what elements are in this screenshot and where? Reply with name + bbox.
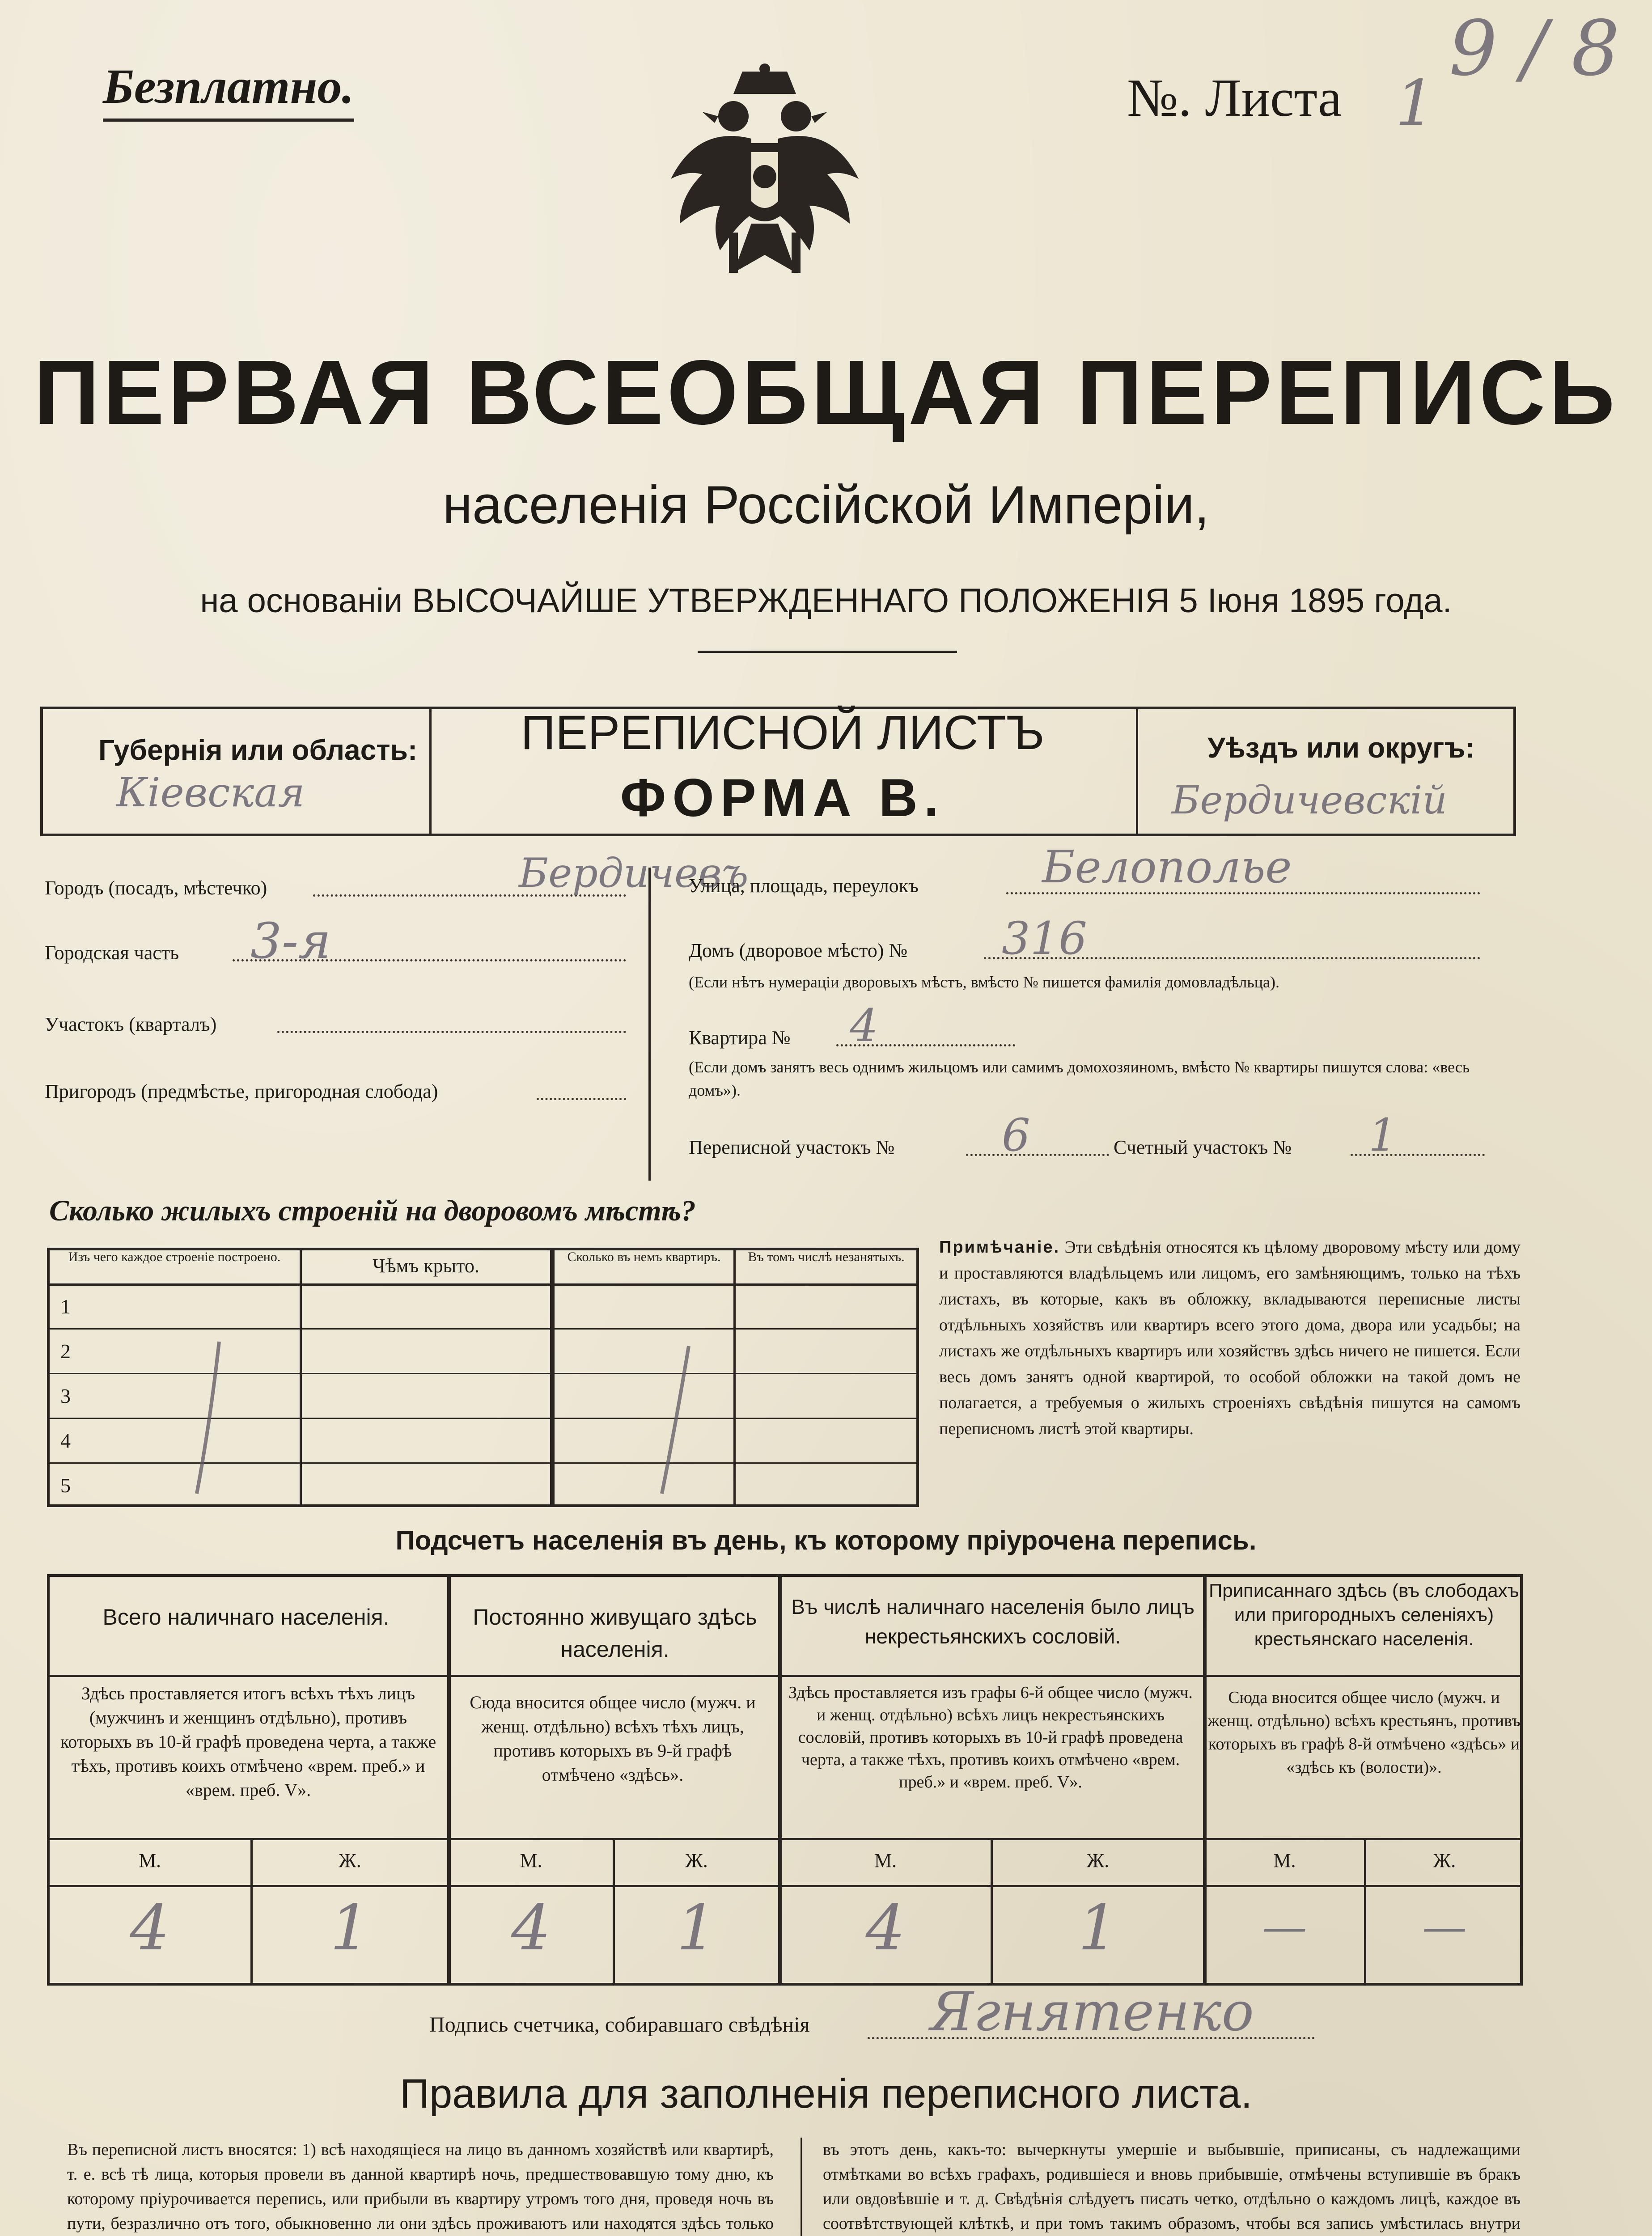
- buildings-row-4: 4: [60, 1429, 71, 1452]
- buildings-note-label: Примѣчаніе.: [939, 1238, 1060, 1257]
- buildings-row-line-1: [47, 1328, 919, 1330]
- buildings-row-5: 5: [60, 1474, 71, 1497]
- buildings-note-text: Эти свѣдѣнія относятся къ цѣлому дворовому мѣсту или дому и проставляются владѣльцемъ или лицомъ, его замѣняющимъ, только на тѣхъ листахъ, въ которые, какъ въ обложку, вкладываются переписные листы отдѣльныхъ хозяйствъ или квартиръ всего этого дома, двора или усадьбы; на листахъ же отдѣльныхъ квартиръ или хозяйствъ здѣсь ничего не пишется. Если весь домъ занятъ одной квартирой, то особой обложки на такой домъ не полагается, а требуемыя о жилыхъ строеніяхъ свѣдѣнія пишутся на самомъ переписномъ листѣ этой квартиры.: [939, 1238, 1521, 1438]
- district-line: [277, 1031, 626, 1033]
- population-title: Подсчетъ населенія въ день, къ которому пріурочена перепись.: [395, 1525, 1257, 1555]
- count-plot-label: Счетный участокъ №: [1114, 1136, 1292, 1158]
- title-divider: [698, 651, 957, 653]
- population-col-1-m-value: 4: [130, 1892, 170, 1965]
- suburb-label: Пригородъ (предмѣстье, пригородная слобода): [45, 1080, 438, 1102]
- rules-right-text: въ этотъ день, какъ-то: вычеркнуты умершіе и выбывшіе, приписаны, съ надлежащими отмѣтками во всѣхъ графахъ, родившіеся и вновь прибывшіе, отмѣчены вступившіе въ бракъ или овдовѣвшіе и т. д. Свѣдѣнія слѣдуетъ писать четко, отдѣльно о каждомъ лицѣ, каждое въ соотвѣтствующей клѣткѣ, и при томъ такимъ образомъ, чтобы вся запись умѣстилась внутри: [823, 2140, 1521, 2233]
- buildings-row-1: 1: [60, 1295, 71, 1318]
- buildings-header-line: [47, 1283, 919, 1286]
- count-plot-hand: 1: [1368, 1109, 1397, 1161]
- population-mf-line: [47, 1885, 1523, 1887]
- buildings-col-roof: Чѣмъ крыто.: [373, 1255, 479, 1277]
- uezd-hand: Бердичевскій: [1172, 778, 1447, 823]
- buildings-col-unoccupied: Въ томъ числѣ незанятыхъ.: [748, 1249, 905, 1264]
- population-col-4-m-value: —: [1262, 1901, 1307, 1953]
- population-col-2-desc: Сюда вносится общее число (мужч. и женщ. отдѣльно) всѣхъ тѣхъ лицъ, противъ которыхъ въ 9-й графѣ отмѣчено «здѣсь».: [470, 1692, 756, 1785]
- corner-hand-number: 9 / 8: [1449, 4, 1620, 93]
- district-label: Участокъ (кварталъ): [45, 1013, 217, 1035]
- population-col-3-m-label: М.: [874, 1850, 897, 1872]
- population-col-2-m-value: 4: [511, 1892, 551, 1965]
- signature-hand: Ягнятенко: [930, 1981, 1254, 2043]
- population-col-4-desc: Сюда вносится общее число (мужч. и женщ. отдѣльно) всѣхъ крестьянъ, противъ которыхъ въ графѣ 8-й отмѣчено «здѣсь» и «здѣсь къ (волости)».: [1207, 1688, 1521, 1777]
- double-headed-eagle-icon: [662, 63, 868, 313]
- uezd-label: Уѣздъ или округъ:: [1207, 732, 1475, 764]
- city-part-label: Городская часть: [45, 942, 179, 964]
- census-plot-label: Переписной участокъ №: [689, 1136, 895, 1158]
- suburb-line: [537, 1098, 626, 1100]
- form-name: ФОРМА В.: [620, 768, 945, 828]
- apartment-hand: 4: [850, 999, 878, 1052]
- population-col-3-f-label: Ж.: [1086, 1850, 1110, 1872]
- population-col-2-f-label: Ж.: [685, 1850, 708, 1872]
- sheet-title: ПЕРЕПИСНОЙ ЛИСТЪ: [521, 705, 1045, 759]
- city-part-hand: 3-я: [250, 912, 331, 970]
- buildings-row-3: 3: [60, 1385, 71, 1407]
- gubernia-label: Губернія или область:: [98, 734, 418, 766]
- population-col-1-f-value: 1: [330, 1892, 370, 1965]
- buildings-col-apartments: Сколько въ немъ квартиръ.: [567, 1249, 721, 1264]
- population-col-1-f-label: Ж.: [339, 1850, 361, 1872]
- sheet-number-hand: 1: [1395, 67, 1436, 140]
- city-label: Городъ (посадъ, мѣстечко): [45, 877, 267, 899]
- population-col-2-f-value: 1: [676, 1892, 717, 1965]
- buildings-row-2: 2: [60, 1340, 71, 1363]
- title-basis: на основаніи ВЫСОЧАЙШЕ УТВЕРЖДЕННАГО ПОЛОЖЕНІЯ 5 Іюня 1895 года.: [200, 582, 1452, 620]
- population-col-2-m-label: М.: [520, 1850, 542, 1872]
- buildings-note: [939, 1234, 1521, 1442]
- population-col-3-desc: Здѣсь проставляется изъ графы 6-й общее число (мужч. и женщ. отдѣльно) всѣхъ лицъ некрестьянскихъ сословій, противъ которыхъ въ 10-й графѣ проведена черта, а также тѣхъ, противъ коихъ отмѣчено «врем. преб.» и «врем. преб. V».: [788, 1683, 1193, 1791]
- address-divider: [648, 868, 651, 1181]
- buildings-strike-marks: [170, 1333, 751, 1503]
- population-col-4-head: Приписаннаго здѣсь (въ слободахъ или пригородныхъ селеніяхъ) крестьянскаго населенія.: [1209, 1580, 1519, 1649]
- street-hand: Белополье: [1042, 841, 1292, 893]
- buildings-question: Сколько жилыхъ строеній на дворовомъ мѣстѣ?: [49, 1194, 696, 1227]
- house-label: Домъ (дворовое мѣсто) №: [689, 940, 908, 961]
- rules-title: Правила для заполненія переписного листа.: [399, 2071, 1253, 2117]
- signature-label: Подпись счетчика, собиравшаго свѣдѣнія: [429, 2013, 810, 2037]
- apartment-note: (Если домъ занятъ весь однимъ жильцомъ или самимъ домохозяиномъ, вмѣсто № квартиры пишутся слова: «весь домъ»).: [689, 1058, 1470, 1099]
- gubernia-hand: Кіевская: [116, 769, 305, 816]
- census-plot-line: [966, 1154, 1109, 1156]
- population-col-1-desc: Здѣсь проставляется итогъ всѣхъ тѣхъ лицъ (мужчинъ и женщинъ отдѣльно), противъ которыхъ въ 10-й графѣ проведена черта, а также тѣхъ, противъ коихъ отмѣчено «врем. преб.» и «врем. преб. V».: [60, 1683, 436, 1800]
- apartment-label: Квартира №: [689, 1027, 791, 1049]
- population-col-3-head: Въ числѣ наличнаго населенія было лицъ некрестьянскихъ сословій.: [791, 1595, 1195, 1648]
- population-col-4-f-value: —: [1422, 1901, 1467, 1953]
- population-col-1-m-label: М.: [138, 1850, 161, 1872]
- population-col-4-m-label: М.: [1273, 1850, 1296, 1872]
- city-hand: Бердичевъ: [519, 850, 749, 897]
- population-head-line: [47, 1675, 1523, 1677]
- population-col-3-m-value: 4: [865, 1892, 906, 1965]
- title-main: ПЕРВАЯ ВСЕОБЩАЯ ПЕРЕПИСЬ: [34, 341, 1618, 444]
- population-desc-line: [47, 1838, 1523, 1840]
- free-label: Безплатно.: [103, 58, 354, 122]
- population-col-3-f-value: 1: [1078, 1892, 1118, 1965]
- population-col-1-head: Всего наличнаго населенія.: [102, 1605, 390, 1630]
- rules-left-text: Въ переписной листъ вносятся: 1) всѣ находящіеся на лицо въ данномъ хозяйствѣ или квартирѣ, т. е. всѣ тѣ лица, которыя провели въ данной квартирѣ ночь, предшествовавшую тому дню, къ которому пріурочивается перепись, или прибыли въ квартиру утромъ того дня, проведя ночь въ пути, безразлично отъ того, обыкновенно ли они здѣсь проживаютъ или находятся здѣсь только: [67, 2140, 774, 2233]
- house-hand: 316: [1002, 912, 1087, 965]
- sheet-number-label: №. Листа: [1127, 68, 1342, 127]
- title-sub: населенія Россійской Имперіи,: [442, 475, 1210, 535]
- census-plot-hand: 6: [1002, 1109, 1030, 1161]
- population-col-4-f-label: Ж.: [1433, 1850, 1456, 1872]
- street-label: Улица, площадь, переулокъ: [689, 875, 919, 897]
- buildings-col-material: Изъ чего каждое строеніе построено.: [68, 1249, 281, 1264]
- rules-divider: [801, 2138, 802, 2236]
- form-header-divider-right: [1136, 707, 1138, 836]
- population-col-2-head: Постоянно живущаго здѣсь населенія.: [473, 1605, 757, 1662]
- house-note: (Если нѣтъ нумераціи дворовыхъ мѣстъ, вмѣсто № пишется фамилія домовладѣльца).: [689, 973, 1280, 991]
